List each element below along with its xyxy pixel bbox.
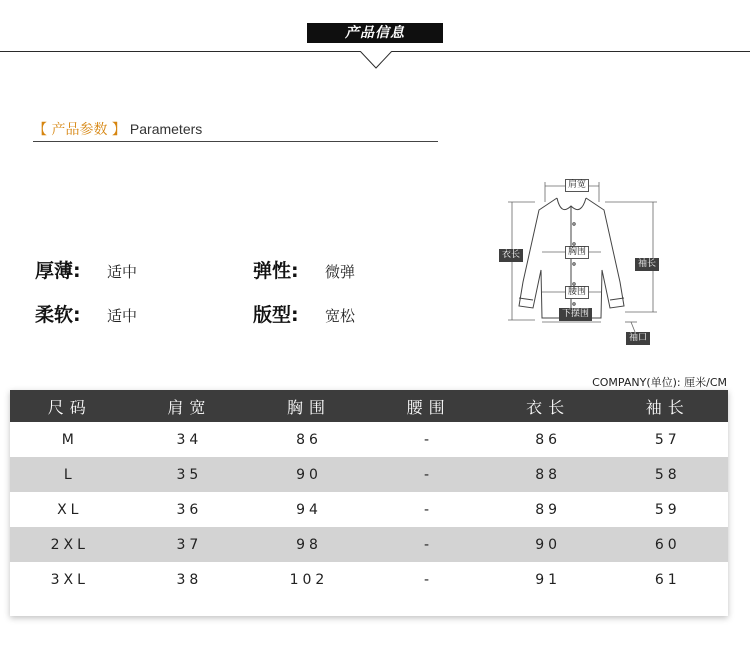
cell-waist: -: [424, 501, 434, 518]
table-row: [10, 527, 728, 562]
cell-waist: -: [424, 536, 434, 553]
cell-length: 91: [535, 571, 562, 588]
label-chest: 胸围: [565, 246, 589, 259]
cell-waist: -: [424, 571, 434, 588]
cell-chest: 94: [296, 501, 322, 518]
param-key: 厚薄:: [35, 260, 81, 282]
header-waist: 腰围: [406, 397, 451, 417]
section-title-cn: 【 产品参数 】: [33, 122, 126, 138]
cell-shoulder: 36: [176, 501, 203, 518]
cell-chest: 102: [289, 571, 329, 588]
table-row: [10, 562, 728, 597]
cell-length: 88: [535, 466, 562, 483]
table-row: [10, 457, 728, 492]
label-shoulder: 肩宽: [565, 179, 589, 192]
cell-size: 3XL: [50, 571, 89, 588]
param-key: 柔软:: [35, 304, 81, 326]
banner-title: 产品信息: [307, 23, 443, 43]
cell-size: 2XL: [50, 536, 89, 553]
param-key: 弹性:: [253, 260, 299, 282]
banner-notch: [360, 51, 392, 71]
header-sleeve: 袖长: [645, 397, 690, 417]
cell-sleeve: 57: [654, 431, 681, 448]
cell-size: M: [61, 431, 78, 448]
label-hem: 下摆围: [559, 308, 592, 321]
cell-size: XL: [57, 501, 83, 518]
size-table: [10, 390, 728, 616]
cell-length: 90: [535, 536, 562, 553]
header-length: 衣长: [526, 397, 571, 417]
param-key: 版型:: [253, 304, 299, 326]
cell-chest: 98: [296, 536, 322, 553]
cell-length: 89: [535, 501, 562, 518]
cell-sleeve: 58: [654, 466, 681, 483]
label-sleeve: 袖长: [635, 258, 659, 271]
cell-sleeve: 61: [654, 571, 681, 588]
table-row: [10, 422, 728, 457]
param-thickness: [35, 256, 137, 280]
measurement-diagram: [495, 172, 670, 350]
param-softness: [35, 300, 137, 324]
header-chest: 胸围: [286, 397, 331, 417]
cell-length: 86: [535, 431, 562, 448]
param-value: 宽松: [325, 307, 356, 325]
cell-sleeve: 60: [654, 536, 681, 553]
section-rule: [33, 141, 438, 142]
cell-shoulder: 35: [176, 466, 203, 483]
label-waist: 腰围: [565, 286, 589, 299]
table-header-row: [10, 390, 728, 422]
param-elasticity: [253, 256, 355, 280]
param-value: 适中: [107, 307, 138, 325]
cell-waist: -: [424, 466, 434, 483]
param-fit: [253, 300, 355, 324]
cell-waist: -: [424, 431, 434, 448]
label-length: 衣长: [499, 249, 523, 262]
cell-sleeve: 59: [654, 501, 681, 518]
cell-shoulder: 37: [176, 536, 203, 553]
param-value: 适中: [107, 263, 138, 281]
header-size: 尺码: [47, 397, 92, 417]
section-title-en: Parameters: [129, 121, 203, 137]
label-cuff: 袖口: [626, 332, 650, 345]
cell-size: L: [63, 466, 76, 483]
section-heading: [33, 119, 202, 139]
cell-shoulder: 34: [176, 431, 203, 448]
header-shoulder: 肩宽: [167, 397, 212, 417]
param-value: 微弹: [325, 263, 356, 281]
cell-chest: 86: [296, 431, 322, 448]
table-row: [10, 492, 728, 527]
unit-note: COMPANY(单位): 厘米/CM: [592, 376, 727, 389]
cell-shoulder: 38: [176, 571, 203, 588]
cell-chest: 90: [296, 466, 322, 483]
